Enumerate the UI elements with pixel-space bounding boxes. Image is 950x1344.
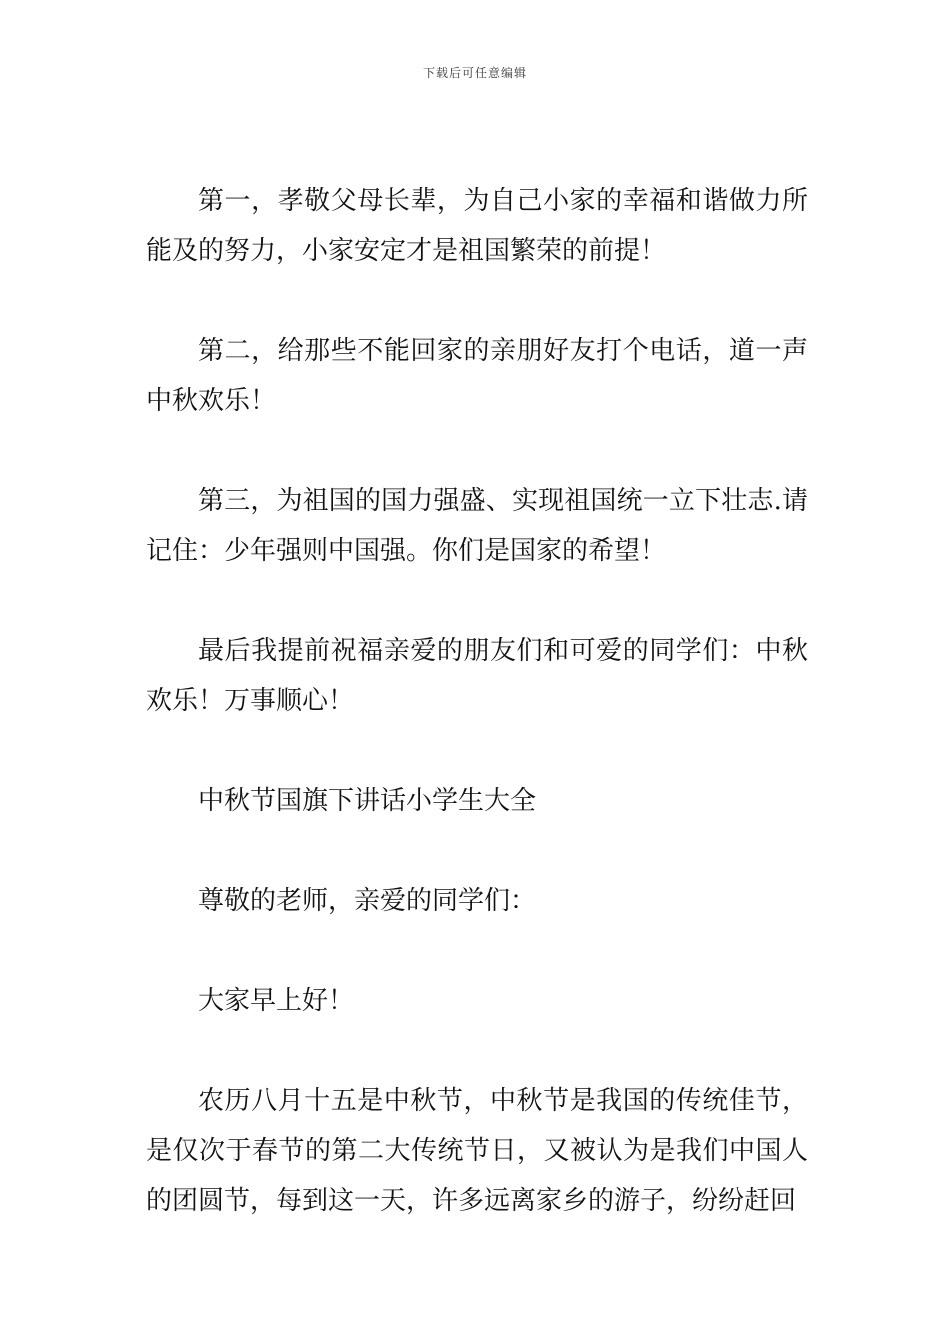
paragraph-spacer: [146, 576, 808, 626]
paragraph-national-strength: 第三，为祖国的国力强盛、实现祖国统一立下壮志.请记住：少年强则中国强。你们是国家的希望！: [146, 486, 808, 566]
greeting: 大家早上好！: [198, 986, 355, 1016]
paragraph-call-friends: 第二，给那些不能回家的亲朋好友打个电话，道一声中秋欢乐！: [146, 336, 808, 416]
section-title: 中秋节国旗下讲话小学生大全: [198, 786, 537, 816]
paragraph-mid-autumn-intro: 农历八月十五是中秋节，中秋节是我国的传统佳节，是仅次于春节的第二大传统节日，又被认为是我们中国人的团圆节，每到这一天，许多远离家乡的游子，纷纷赶回: [146, 1086, 808, 1216]
paragraph-spacer: [146, 426, 808, 476]
paragraph-closing-wishes: 最后我提前祝福亲爱的朋友们和可爱的同学们：中秋欢乐！万事顺心！: [146, 636, 808, 716]
paragraph-spacer: [146, 1026, 808, 1076]
paragraph-spacer: [146, 276, 808, 326]
paragraph-filial-piety: 第一，孝敬父母长辈，为自己小家的幸福和谐做力所能及的努力，小家安定才是祖国繁荣的前提！: [146, 186, 808, 266]
paragraph-spacer: [146, 926, 808, 976]
paragraph-spacer: [146, 826, 808, 876]
salutation: 尊敬的老师，亲爱的同学们：: [198, 886, 537, 916]
paragraph-spacer: [146, 726, 808, 776]
page-header: 下载后可任意编辑: [422, 66, 527, 80]
document-body: [146, 176, 808, 1226]
